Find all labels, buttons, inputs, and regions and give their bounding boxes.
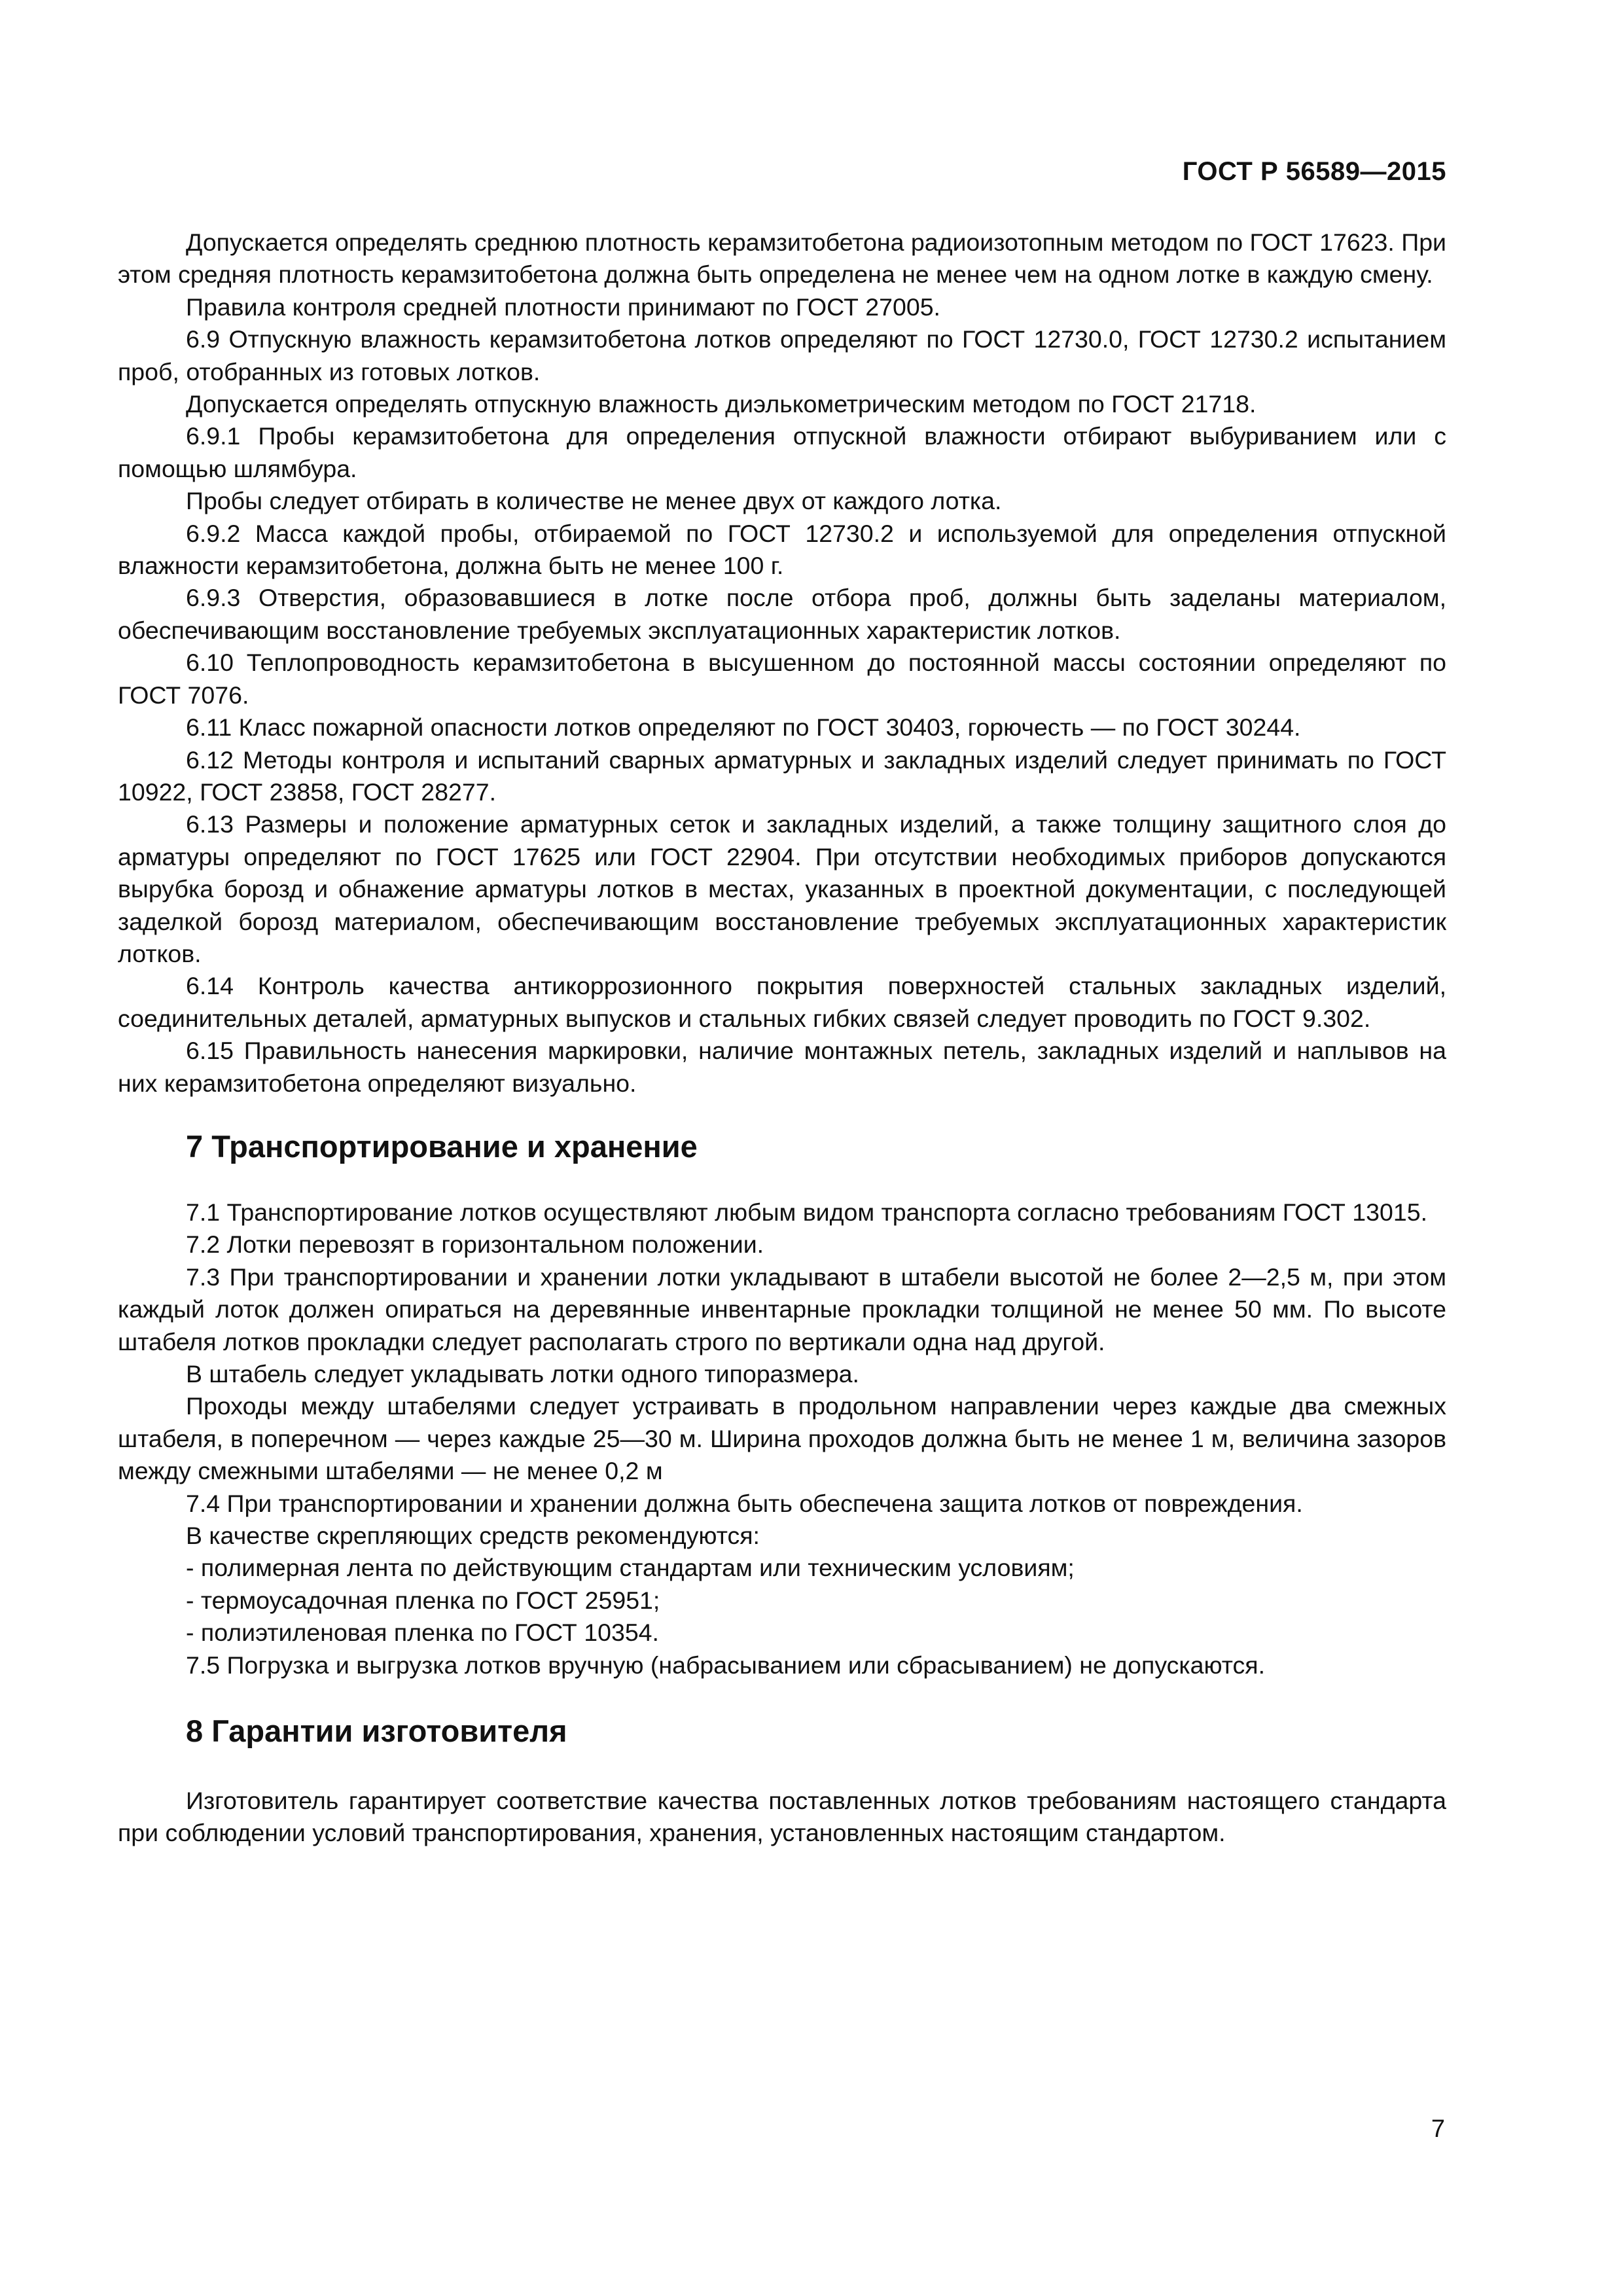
paragraph-7-4: 7.4 При транспортировании и хранении должна быть обеспечена защита лотков от повреждения. bbox=[186, 1489, 1303, 1517]
paragraph-6-9-3: 6.9.3 Отверстия, образовавшиеся в лотке после отбора проб, должны быть заделаны материалом, обеспечивающим восстановление требуемых эксплуатационных характеристик лотков. bbox=[118, 584, 1446, 644]
paragraph: В штабель следует укладывать лотки одного типоразмера. bbox=[186, 1360, 859, 1388]
paragraph-6-9-2: 6.9.2 Масса каждой пробы, отбираемой по ГОСТ 12730.2 и используемой для определения отпускной влажности керамзитобетона, должна быть не менее 100 г. bbox=[118, 519, 1446, 580]
paragraph: Допускается определять отпускную влажность диэлькометрическим методом по ГОСТ 21718. bbox=[186, 390, 1257, 418]
list-item: - полимерная лента по действующим стандартам или техническим условиям; bbox=[186, 1554, 1075, 1582]
paragraph: Пробы следует отбирать в количестве не менее двух от каждого лотка. bbox=[186, 487, 1002, 515]
paragraph: Правила контроля средней плотности принимают по ГОСТ 27005. bbox=[186, 293, 940, 321]
paragraph-7-2: 7.2 Лотки перевозят в горизонтальном положении. bbox=[186, 1230, 764, 1259]
paragraph-6-9-1: 6.9.1 Пробы керамзитобетона для определения отпускной влажности отбирают выбуриванием или с помощью шлямбура. bbox=[118, 422, 1446, 482]
page-number: 7 bbox=[1431, 2115, 1445, 2143]
paragraph: Проходы между штабелями следует устраивать в продольном направлении через каждые два смежных штабеля, в поперечном — через каждые 25—30 м. Ширина проходов должна быть не менее 1 м, величина зазоров между смежными штабелями — не менее 0,2 м bbox=[118, 1392, 1446, 1485]
paragraph: В качестве скрепляющих средств рекомендуются: bbox=[186, 1522, 760, 1550]
document-code-header: ГОСТ Р 56589—2015 bbox=[1182, 157, 1446, 186]
section-7-heading: 7 Транспортирование и хранение bbox=[186, 1128, 698, 1164]
paragraph-7-3: 7.3 При транспортировании и хранении лотки укладывают в штабели высотой не более 2—2,5 м, при этом каждый лоток должен опираться на деревянные инвентарные прокладки толщиной не менее 50 мм. По высоте штабеля лотков прокладки следует располагать строго по вертикали одна над другой. bbox=[118, 1263, 1446, 1355]
paragraph-6-9: 6.9 Отпускную влажность керамзитобетона лотков определяют по ГОСТ 12730.0, ГОСТ 12730.2 испытанием проб, отобранных из готовых лотков. bbox=[118, 325, 1446, 386]
paragraph-6-10: 6.10 Теплопроводность керамзитобетона в высушенном до постоянной массы состоянии определяют по ГОСТ 7076. bbox=[118, 649, 1446, 709]
list-item: - термоусадочная пленка по ГОСТ 25951; bbox=[186, 1586, 660, 1614]
section-8-heading: 8 Гарантии изготовителя bbox=[186, 1713, 567, 1749]
paragraph: Допускается определять среднюю плотность керамзитобетона радиоизотопным методом по ГОСТ 17623. При этом средняя плотность керамзитобетона должна быть определена не менее чем на одном лотке в каждую смену. bbox=[118, 228, 1446, 289]
paragraph-6-12: 6.12 Методы контроля и испытаний сварных арматурных и закладных изделий следует принимать по ГОСТ 10922, ГОСТ 23858, ГОСТ 28277. bbox=[118, 745, 1446, 806]
list-item: - полиэтиленовая пленка по ГОСТ 10354. bbox=[186, 1619, 659, 1647]
paragraph-6-13: 6.13 Размеры и положение арматурных сеток и закладных изделий, а также толщину защитного слоя до арматуры определяют по ГОСТ 17625 или ГОСТ 22904. При отсутствии необходимых приборов допускаются вырубка борозд и обнажение арматуры лотков в местах, указанных в проектной документации, с последующей заделкой борозд материалом, обеспечивающим восстановление требуемых эксплуатационных характеристик лотков. bbox=[118, 810, 1446, 967]
paragraph-7-5: 7.5 Погрузка и выгрузка лотков вручную (набрасыванием или сбрасыванием) не допускаются. bbox=[186, 1651, 1266, 1679]
paragraph-6-15: 6.15 Правильность нанесения маркировки, наличие монтажных петель, закладных изделий и наплывов на них керамзитобетона определяют визуально. bbox=[118, 1037, 1446, 1097]
paragraph: Изготовитель гарантирует соответствие качества поставленных лотков требованиям настоящего стандарта при соблюдении условий транспортирования, хранения, установленных настоящим стандартом. bbox=[118, 1787, 1446, 1847]
paragraph-6-14: 6.14 Контроль качества антикоррозионного покрытия поверхностей стальных закладных изделий, соединительных деталей, арматурных выпусков и стальных гибких связей следует проводить по ГОСТ 9.302. bbox=[118, 972, 1446, 1032]
paragraph-7-1: 7.1 Транспортирование лотков осуществляют любым видом транспорта согласно требованиям ГОСТ 13015. bbox=[186, 1198, 1427, 1226]
paragraph-6-11: 6.11 Класс пожарной опасности лотков определяют по ГОСТ 30403, горючесть — по ГОСТ 30244. bbox=[186, 713, 1301, 742]
document-body bbox=[118, 226, 1446, 1850]
